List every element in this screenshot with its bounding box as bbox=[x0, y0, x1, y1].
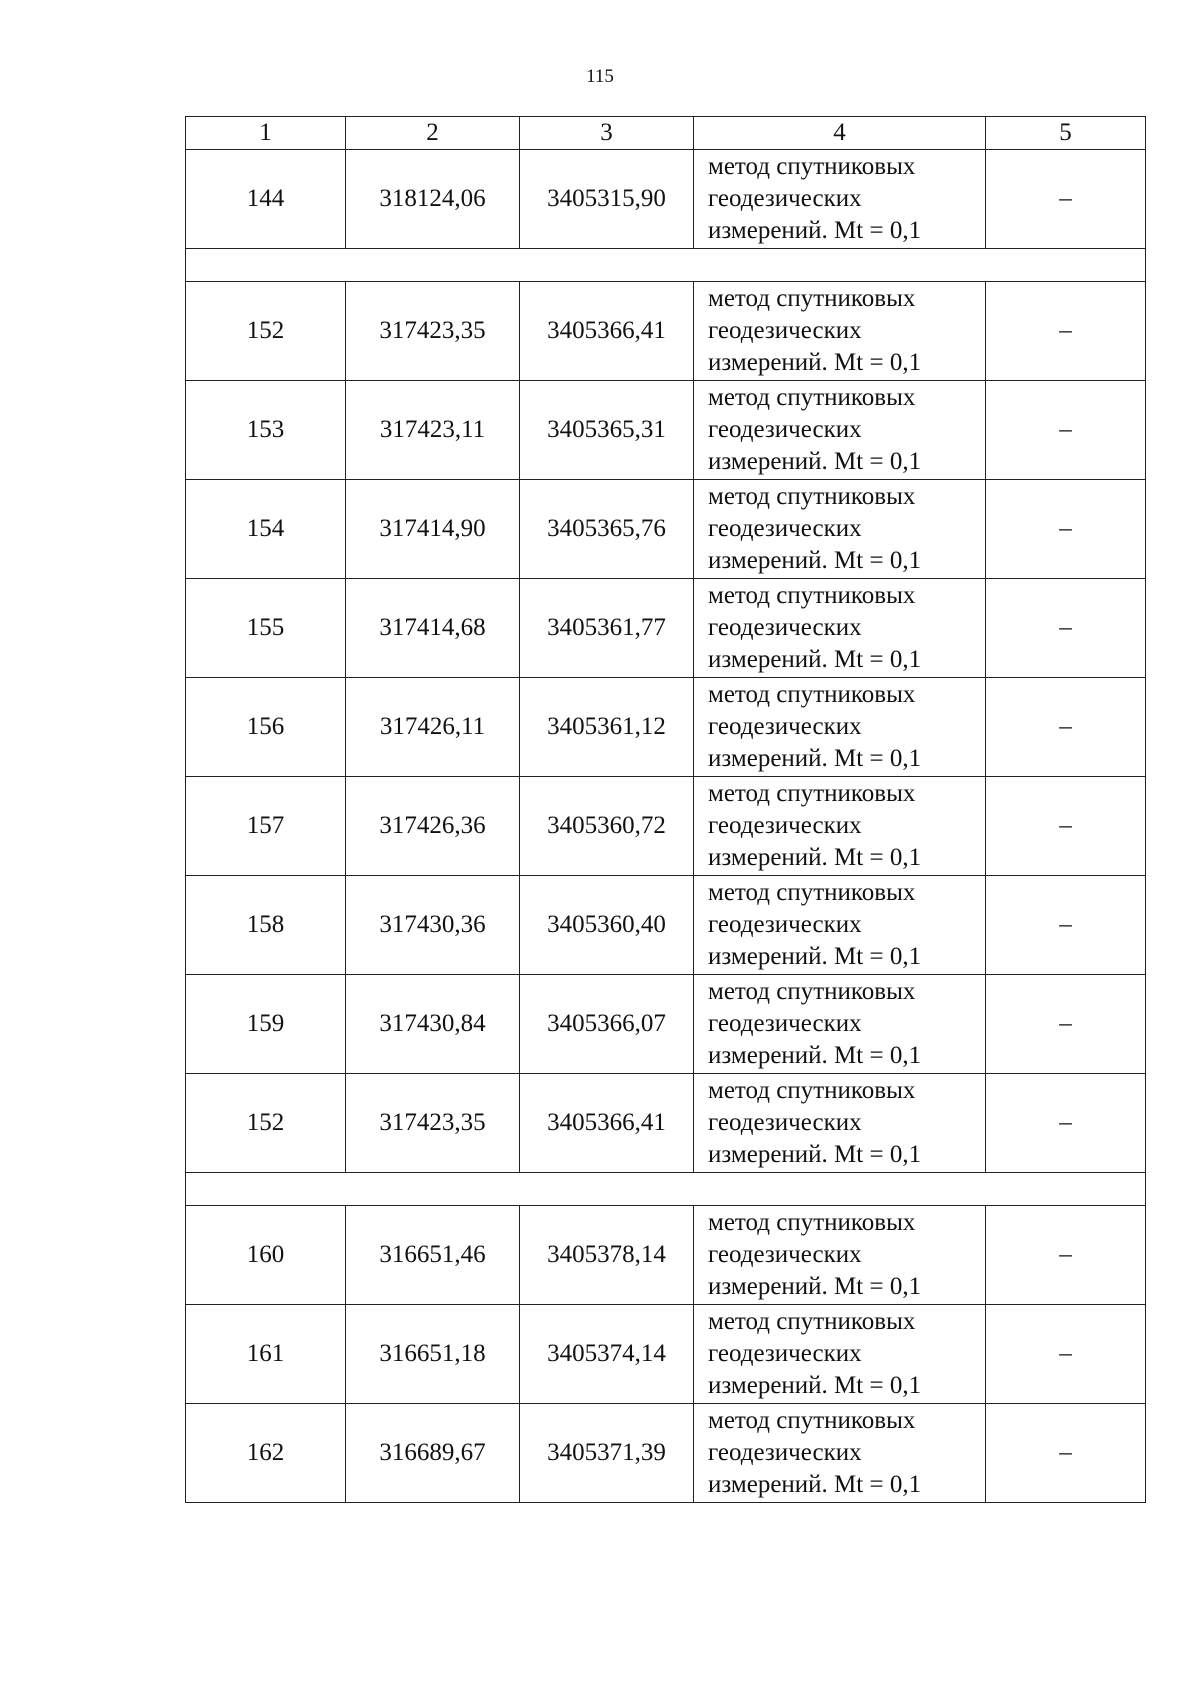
y-coordinate-cell: 3405365,76 bbox=[520, 480, 694, 579]
method-line: геодезических bbox=[708, 317, 862, 344]
y-coordinate-cell: 3405371,39 bbox=[520, 1404, 694, 1503]
table-row bbox=[186, 876, 1146, 975]
method-line: метод спутниковых bbox=[708, 978, 916, 1005]
method-line: геодезических bbox=[708, 416, 862, 443]
method-line: измерений. Mt = 0,1 bbox=[708, 1042, 922, 1069]
method-line: геодезических bbox=[708, 515, 862, 542]
note-cell: – bbox=[986, 1206, 1146, 1305]
column-header: 5 bbox=[986, 117, 1146, 150]
x-coordinate-cell: 317423,35 bbox=[346, 282, 520, 381]
method-cell bbox=[694, 975, 986, 1074]
method-line: измерений. Mt = 0,1 bbox=[708, 1471, 922, 1498]
point-number-cell: 152 bbox=[186, 282, 346, 381]
coordinates-table bbox=[185, 116, 1146, 1503]
method-line: метод спутниковых bbox=[708, 153, 916, 180]
method-line: метод спутниковых bbox=[708, 384, 916, 411]
separator-row bbox=[186, 249, 1146, 282]
x-coordinate-cell: 317426,36 bbox=[346, 777, 520, 876]
method-line: измерений. Mt = 0,1 bbox=[708, 349, 922, 376]
note-cell: – bbox=[986, 381, 1146, 480]
method-line: измерений. Mt = 0,1 bbox=[708, 547, 922, 574]
column-header: 3 bbox=[520, 117, 694, 150]
separator-cell bbox=[186, 249, 1146, 282]
method-line: метод спутниковых bbox=[708, 879, 916, 906]
point-number-cell: 157 bbox=[186, 777, 346, 876]
table-row bbox=[186, 975, 1146, 1074]
header-row bbox=[186, 117, 1146, 150]
y-coordinate-cell: 3405361,77 bbox=[520, 579, 694, 678]
note-cell: – bbox=[986, 282, 1146, 381]
y-coordinate-cell: 3405366,07 bbox=[520, 975, 694, 1074]
column-header: 4 bbox=[694, 117, 986, 150]
note-cell: – bbox=[986, 150, 1146, 249]
method-line: метод спутниковых bbox=[708, 483, 916, 510]
method-line: измерений. Mt = 0,1 bbox=[708, 844, 922, 871]
table-row bbox=[186, 678, 1146, 777]
method-line: геодезических bbox=[708, 1241, 862, 1268]
method-cell bbox=[694, 678, 986, 777]
method-cell bbox=[694, 282, 986, 381]
method-line: метод спутниковых bbox=[708, 582, 916, 609]
method-line: геодезических bbox=[708, 614, 862, 641]
y-coordinate-cell: 3405374,14 bbox=[520, 1305, 694, 1404]
note-cell: – bbox=[986, 777, 1146, 876]
y-coordinate-cell: 3405378,14 bbox=[520, 1206, 694, 1305]
method-line: метод спутниковых bbox=[708, 780, 916, 807]
y-coordinate-cell: 3405315,90 bbox=[520, 150, 694, 249]
method-line: измерений. Mt = 0,1 bbox=[708, 1141, 922, 1168]
method-line: метод спутниковых bbox=[708, 285, 916, 312]
note-cell: – bbox=[986, 1305, 1146, 1404]
method-cell bbox=[694, 579, 986, 678]
method-line: измерений. Mt = 0,1 bbox=[708, 1372, 922, 1399]
method-line: измерений. Mt = 0,1 bbox=[708, 943, 922, 970]
x-coordinate-cell: 317430,84 bbox=[346, 975, 520, 1074]
table-row bbox=[186, 777, 1146, 876]
method-line: метод спутниковых bbox=[708, 1209, 916, 1236]
method-line: геодезических bbox=[708, 713, 862, 740]
table-body bbox=[186, 117, 1146, 1503]
method-cell bbox=[694, 381, 986, 480]
note-cell: – bbox=[986, 579, 1146, 678]
method-line: геодезических bbox=[708, 1439, 862, 1466]
point-number-cell: 156 bbox=[186, 678, 346, 777]
separator-row bbox=[186, 1173, 1146, 1206]
table-row bbox=[186, 282, 1146, 381]
method-line: измерений. Mt = 0,1 bbox=[708, 1273, 922, 1300]
column-header: 1 bbox=[186, 117, 346, 150]
note-cell: – bbox=[986, 975, 1146, 1074]
method-cell bbox=[694, 1404, 986, 1503]
method-line: измерений. Mt = 0,1 bbox=[708, 745, 922, 772]
method-line: метод спутниковых bbox=[708, 1077, 916, 1104]
x-coordinate-cell: 318124,06 bbox=[346, 150, 520, 249]
point-number-cell: 160 bbox=[186, 1206, 346, 1305]
column-header: 2 bbox=[346, 117, 520, 150]
table-row bbox=[186, 150, 1146, 249]
note-cell: – bbox=[986, 480, 1146, 579]
table-row bbox=[186, 480, 1146, 579]
point-number-cell: 155 bbox=[186, 579, 346, 678]
method-line: геодезических bbox=[708, 1340, 862, 1367]
x-coordinate-cell: 317414,68 bbox=[346, 579, 520, 678]
method-cell bbox=[694, 1074, 986, 1173]
point-number-cell: 158 bbox=[186, 876, 346, 975]
x-coordinate-cell: 316651,18 bbox=[346, 1305, 520, 1404]
y-coordinate-cell: 3405366,41 bbox=[520, 1074, 694, 1173]
method-line: измерений. Mt = 0,1 bbox=[708, 646, 922, 673]
method-line: геодезических bbox=[708, 1010, 862, 1037]
point-number-cell: 162 bbox=[186, 1404, 346, 1503]
point-number-cell: 144 bbox=[186, 150, 346, 249]
method-line: измерений. Mt = 0,1 bbox=[708, 448, 922, 475]
x-coordinate-cell: 316689,67 bbox=[346, 1404, 520, 1503]
page-number: 115 bbox=[586, 66, 614, 87]
method-line: метод спутниковых bbox=[708, 681, 916, 708]
x-coordinate-cell: 317426,11 bbox=[346, 678, 520, 777]
method-cell bbox=[694, 876, 986, 975]
note-cell: – bbox=[986, 678, 1146, 777]
x-coordinate-cell: 317430,36 bbox=[346, 876, 520, 975]
table-row bbox=[186, 381, 1146, 480]
method-cell bbox=[694, 777, 986, 876]
method-cell bbox=[694, 150, 986, 249]
y-coordinate-cell: 3405365,31 bbox=[520, 381, 694, 480]
x-coordinate-cell: 317414,90 bbox=[346, 480, 520, 579]
x-coordinate-cell: 317423,35 bbox=[346, 1074, 520, 1173]
y-coordinate-cell: 3405360,40 bbox=[520, 876, 694, 975]
x-coordinate-cell: 317423,11 bbox=[346, 381, 520, 480]
method-line: геодезических bbox=[708, 1109, 862, 1136]
note-cell: – bbox=[986, 876, 1146, 975]
method-line: геодезических bbox=[708, 911, 862, 938]
table-row bbox=[186, 1404, 1146, 1503]
x-coordinate-cell: 316651,46 bbox=[346, 1206, 520, 1305]
method-line: метод спутниковых bbox=[708, 1407, 916, 1434]
method-cell bbox=[694, 1206, 986, 1305]
y-coordinate-cell: 3405366,41 bbox=[520, 282, 694, 381]
point-number-cell: 159 bbox=[186, 975, 346, 1074]
point-number-cell: 153 bbox=[186, 381, 346, 480]
table-row bbox=[186, 579, 1146, 678]
separator-cell bbox=[186, 1173, 1146, 1206]
point-number-cell: 154 bbox=[186, 480, 346, 579]
note-cell: – bbox=[986, 1074, 1146, 1173]
y-coordinate-cell: 3405361,12 bbox=[520, 678, 694, 777]
method-line: геодезических bbox=[708, 185, 862, 212]
table-row bbox=[186, 1074, 1146, 1173]
method-line: измерений. Mt = 0,1 bbox=[708, 217, 922, 244]
y-coordinate-cell: 3405360,72 bbox=[520, 777, 694, 876]
point-number-cell: 152 bbox=[186, 1074, 346, 1173]
table-row bbox=[186, 1206, 1146, 1305]
method-line: геодезических bbox=[708, 812, 862, 839]
method-line: метод спутниковых bbox=[708, 1308, 916, 1335]
method-cell bbox=[694, 480, 986, 579]
point-number-cell: 161 bbox=[186, 1305, 346, 1404]
note-cell: – bbox=[986, 1404, 1146, 1503]
table-row bbox=[186, 1305, 1146, 1404]
method-cell bbox=[694, 1305, 986, 1404]
